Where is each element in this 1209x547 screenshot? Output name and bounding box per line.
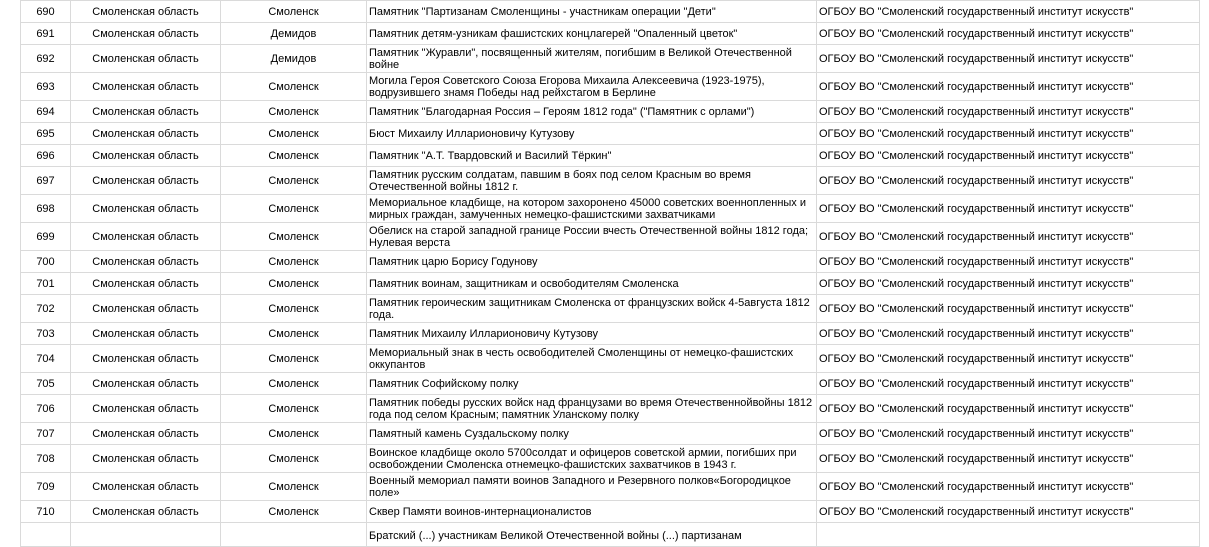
table-row-partial[interactable] [21,523,1200,547]
cell-region[interactable]: Смоленская область [71,323,221,345]
cell-city[interactable]: Смоленск [221,395,367,423]
table-row[interactable] [21,101,1200,123]
cell-number[interactable]: 693 [21,73,71,101]
cell-number[interactable]: 708 [21,445,71,473]
cell-city[interactable]: Смоленск [221,373,367,395]
cell-number[interactable]: 701 [21,273,71,295]
cell-city[interactable]: Смоленск [221,323,367,345]
cell-organization[interactable]: ОГБОУ ВО "Смоленский государственный институт искусств" [817,501,1200,523]
cell-city[interactable]: Смоленск [221,251,367,273]
cell-monument-name[interactable]: Памятник победы русских войск над французами во время Отечественнойвойны 1812 года под селом Красным; памятник Уланскому полку [367,395,817,423]
cell-region[interactable]: Смоленская область [71,195,221,223]
table-row[interactable] [21,23,1200,45]
cell-region[interactable]: Смоленская область [71,145,221,167]
cell-monument-name[interactable]: Памятник Михаилу Илларионовичу Кутузову [367,323,817,345]
cell-region[interactable]: Смоленская область [71,501,221,523]
cell-monument-name[interactable]: Памятный камень Суздальскому полку [367,423,817,445]
cell-monument-name[interactable]: Бюст Михаилу Илларионовичу Кутузову [367,123,817,145]
cell-city[interactable]: Смоленск [221,195,367,223]
cell-number[interactable]: 706 [21,395,71,423]
cell-city[interactable]: Смоленск [221,501,367,523]
cell-monument-name[interactable]: Памятник "Журавли", посвященный жителям, погибшим в Великой Отечественной войне [367,45,817,73]
cell-region[interactable]: Смоленская область [71,45,221,73]
cell-number[interactable]: 703 [21,323,71,345]
cell-organization[interactable]: ОГБОУ ВО "Смоленский государственный институт искусств" [817,167,1200,195]
cell-number[interactable]: 696 [21,145,71,167]
cell-region[interactable]: Смоленская область [71,473,221,501]
cell-monument-name[interactable]: Памятник "Партизанам Смоленщины - участникам операции "Дети" [367,1,817,23]
cell-number[interactable]: 692 [21,45,71,73]
cell-monument-name[interactable]: Мемориальное кладбище, на котором захоронено 45000 советских военнопленных и мирных граждан, замученных немецко-фашистскими захватчиками [367,195,817,223]
cell-region[interactable]: Смоленская область [71,167,221,195]
cell-monument-name[interactable]: Памятник русским солдатам, павшим в боях под селом Красным во время Отечественной войны 1812 г. [367,167,817,195]
cell-number[interactable] [21,523,71,547]
cell-organization[interactable]: ОГБОУ ВО "Смоленский государственный институт искусств" [817,1,1200,23]
cell-city[interactable]: Демидов [221,23,367,45]
cell-organization[interactable]: ОГБОУ ВО "Смоленский государственный институт искусств" [817,45,1200,73]
cell-monument-name[interactable]: Памятник Софийскому полку [367,373,817,395]
cell-number[interactable]: 709 [21,473,71,501]
cell-number[interactable]: 710 [21,501,71,523]
cell-number[interactable]: 700 [21,251,71,273]
cell-organization[interactable]: ОГБОУ ВО "Смоленский государственный институт искусств" [817,273,1200,295]
cell-organization[interactable]: ОГБОУ ВО "Смоленский государственный институт искусств" [817,23,1200,45]
cell-city[interactable]: Смоленск [221,73,367,101]
cell-number[interactable]: 707 [21,423,71,445]
table-row[interactable] [21,501,1200,523]
cell-region[interactable]: Смоленская область [71,73,221,101]
table-row[interactable] [21,73,1200,101]
table-row[interactable] [21,145,1200,167]
cell-city[interactable]: Смоленск [221,423,367,445]
cell-organization[interactable]: ОГБОУ ВО "Смоленский государственный институт искусств" [817,145,1200,167]
table-row[interactable] [21,223,1200,251]
cell-monument-name[interactable]: Памятник "Благодарная Россия – Героям 1812 года" ("Памятник с орлами") [367,101,817,123]
cell-region[interactable]: Смоленская область [71,445,221,473]
table-row[interactable] [21,395,1200,423]
cell-monument-name[interactable]: Памятник воинам, защитникам и освободителям Смоленска [367,273,817,295]
table-row[interactable] [21,345,1200,373]
cell-region[interactable]: Смоленская область [71,423,221,445]
cell-region[interactable]: Смоленская область [71,1,221,23]
cell-city[interactable]: Смоленск [221,445,367,473]
cell-region[interactable]: Смоленская область [71,373,221,395]
cell-city[interactable]: Смоленск [221,101,367,123]
cell-monument-name[interactable]: Братский (...) участникам Великой Отечественной войны (...) партизанам [367,523,817,547]
cell-region[interactable]: Смоленская область [71,223,221,251]
table-row[interactable] [21,195,1200,223]
cell-number[interactable]: 695 [21,123,71,145]
cell-number[interactable]: 704 [21,345,71,373]
table-row[interactable] [21,445,1200,473]
cell-region[interactable] [71,523,221,547]
cell-organization[interactable]: ОГБОУ ВО "Смоленский государственный институт искусств" [817,445,1200,473]
cell-organization[interactable]: ОГБОУ ВО "Смоленский государственный институт искусств" [817,373,1200,395]
cell-number[interactable]: 699 [21,223,71,251]
cell-city[interactable]: Смоленск [221,223,367,251]
cell-organization[interactable]: ОГБОУ ВО "Смоленский государственный институт искусств" [817,251,1200,273]
cell-number[interactable]: 698 [21,195,71,223]
table-row[interactable] [21,295,1200,323]
cell-organization[interactable]: ОГБОУ ВО "Смоленский государственный институт искусств" [817,195,1200,223]
cell-city[interactable]: Смоленск [221,145,367,167]
cell-organization[interactable]: ОГБОУ ВО "Смоленский государственный институт искусств" [817,295,1200,323]
cell-region[interactable]: Смоленская область [71,345,221,373]
table-row[interactable] [21,423,1200,445]
cell-organization[interactable]: ОГБОУ ВО "Смоленский государственный институт искусств" [817,323,1200,345]
table-row[interactable] [21,123,1200,145]
cell-monument-name[interactable]: Воинское кладбище около 5700солдат и офицеров советской армии, погибших при освобождении Смоленска отнемецко-фашистских захватчиков в 1943 г. [367,445,817,473]
cell-organization[interactable]: ОГБОУ ВО "Смоленский государственный институт искусств" [817,223,1200,251]
table-row[interactable] [21,273,1200,295]
cell-region[interactable]: Смоленская область [71,123,221,145]
cell-region[interactable]: Смоленская область [71,101,221,123]
cell-region[interactable]: Смоленская область [71,23,221,45]
cell-city[interactable]: Смоленск [221,123,367,145]
cell-region[interactable]: Смоленская область [71,251,221,273]
cell-monument-name[interactable]: Обелиск на старой западной границе России вчесть Отечественной войны 1812 года; Нулевая верста [367,223,817,251]
cell-number[interactable]: 702 [21,295,71,323]
cell-organization[interactable]: ОГБОУ ВО "Смоленский государственный институт искусств" [817,123,1200,145]
cell-number[interactable]: 690 [21,1,71,23]
cell-city[interactable]: Смоленск [221,1,367,23]
data-table [20,0,1200,547]
cell-monument-name[interactable]: Памятник героическим защитникам Смоленска от французских войск 4-5августа 1812 года. [367,295,817,323]
cell-city[interactable] [221,523,367,547]
table-row[interactable] [21,45,1200,73]
cell-region[interactable]: Смоленская область [71,273,221,295]
cell-number[interactable]: 705 [21,373,71,395]
cell-city[interactable]: Смоленск [221,273,367,295]
cell-organization[interactable] [817,523,1200,547]
cell-organization[interactable]: ОГБОУ ВО "Смоленский государственный институт искусств" [817,101,1200,123]
table-row[interactable] [21,167,1200,195]
cell-region[interactable]: Смоленская область [71,295,221,323]
cell-city[interactable]: Смоленск [221,473,367,501]
cell-monument-name[interactable]: Памятник "А.Т. Твардовский и Василий Тёркин" [367,145,817,167]
table-row[interactable] [21,473,1200,501]
cell-number[interactable]: 697 [21,167,71,195]
cell-organization[interactable]: ОГБОУ ВО "Смоленский государственный институт искусств" [817,345,1200,373]
cell-city[interactable]: Смоленск [221,295,367,323]
cell-monument-name[interactable]: Мемориальный знак в честь освободителей Смоленщины от немецко-фашистских оккупантов [367,345,817,373]
table-row[interactable] [21,323,1200,345]
cell-organization[interactable]: ОГБОУ ВО "Смоленский государственный институт искусств" [817,473,1200,501]
cell-monument-name[interactable]: Военный мемориал памяти воинов Западного и Резервного полков«Богородицкое поле» [367,473,817,501]
cell-organization[interactable]: ОГБОУ ВО "Смоленский государственный институт искусств" [817,73,1200,101]
cell-monument-name[interactable]: Памятник детям-узникам фашистских концлагерей "Опаленный цветок" [367,23,817,45]
table-row[interactable] [21,251,1200,273]
cell-city[interactable]: Демидов [221,45,367,73]
cell-city[interactable]: Смоленск [221,345,367,373]
cell-number[interactable]: 691 [21,23,71,45]
cell-number[interactable]: 694 [21,101,71,123]
cell-region[interactable]: Смоленская область [71,395,221,423]
cell-organization[interactable]: ОГБОУ ВО "Смоленский государственный институт искусств" [817,395,1200,423]
cell-organization[interactable]: ОГБОУ ВО "Смоленский государственный институт искусств" [817,423,1200,445]
table-row[interactable] [21,373,1200,395]
table-row[interactable] [21,1,1200,23]
cell-monument-name[interactable]: Могила Героя Советского Союза Егорова Михаила Алексеевича (1923-1975), водрузившего знамя Победы над рейхстагом в Берлине [367,73,817,101]
cell-city[interactable]: Смоленск [221,167,367,195]
cell-monument-name[interactable]: Сквер Памяти воинов-интернационалистов [367,501,817,523]
cell-monument-name[interactable]: Памятник царю Борису Годунову [367,251,817,273]
